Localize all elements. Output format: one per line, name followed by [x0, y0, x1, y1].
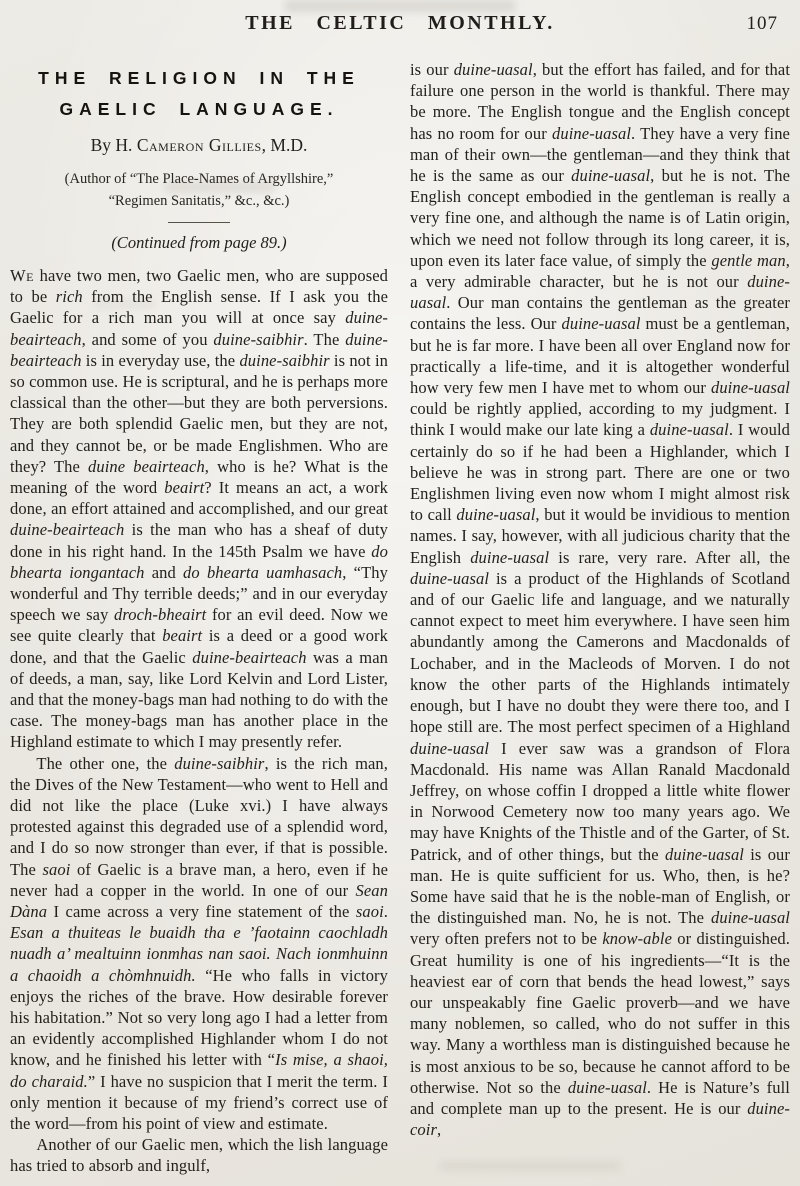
paragraph: The other one, the duine-saibhir, is the rich man, the Dives of the New Testament—who went to Hell and did not like the place (Luke xvi.) I have always protested against this degraded use of a splendid word, and I do so now stronger than ever, if that is possible. The saoi of Gaelic is a brave man, a hero, even if he never had a copper in the world. In one of our Sean Dàna I came across a very fine statement of the saoi. Esan a thuiteas le buaidh tha e ’faotainn caochladh nuadh a’ mealtuinn ionmhas nan saoi. Nach ionmhuinn a chaoidh a chòmhnuidh. “He who falls in victory enjoys the riches of the brave. How desirable forever his habitation.” Not so very long ago I had a letter from an evidently accomplished Highlander whom I do not know, and he finished his letter with “Is mise, a shaoi, do charaid.” I have no suspicion that I merit the term. I only mention it because of my friend’s correct use of the word—from his point of view and estimate. — [10, 753, 388, 1134]
article-columns — [8, 59, 792, 1177]
scan-smudge — [285, 0, 515, 12]
author-note — [10, 168, 388, 213]
page-number: 107 — [746, 13, 778, 34]
left-column-text — [10, 265, 388, 1177]
journal-title: THE CELTIC MONTHLY. — [245, 12, 555, 34]
article-title-line1: THE RELIGION IN THE — [38, 68, 360, 88]
continued-note: (Continued from page 89.) — [111, 232, 287, 252]
author-note-line2: “Regimen Sanitatis,” &c., &c.) — [108, 193, 290, 210]
author-note-line1: (Author of “The Place-Names of Argyllshire,” — [64, 171, 334, 187]
left-column — [10, 59, 388, 1177]
article-title — [10, 63, 388, 125]
section-divider — [168, 222, 230, 223]
paragraph: We have two men, two Gaelic men, who are supposed to be rich from the English sense. If I ask you the Gaelic for a rich man you will at once say duine-beairteach, and some of you duine-saibhir. The duine-beairteach is in everyday use, the duine-saibhir is not in so common use. He is scriptural, and he is perhaps more classical than the other—but they are both perversions. They are both splendid Gaelic men, but they are not, and they cannot be, or be made Englishmen. Who are they? The duine beairteach, who is he? What is the meaning of the word beairt? It means an act, a work done, an effort attained and accomplished, and our great duine-beairteach is the man who has a sheaf of duty done in his right hand. In the 145th Psalm we have do bhearta iongantach and do bhearta uamhasach, “Thy wonderful and Thy terrible deeds;” and in our everyday speech we say droch-bheairt for an evil deed. Now we see quite clearly that beairt is a deed or a good work done, and that the Gaelic duine-beairteach was a man of deeds, a man, say, like Lord Kelvin and Lord Lister, and that the money-bags man had nothing to do with the case. The money-bags man has another place in the Highland estimate to which I may presently refer. — [10, 265, 389, 752]
page-header — [8, 12, 792, 42]
right-column-text — [410, 59, 790, 1140]
byline: By H. Cameron Gillies, M.D. — [90, 135, 308, 155]
article-title-line2: GAELIC LANGUAGE. — [59, 99, 339, 119]
paragraph: Another of our Gaelic men, which the lish language has tried to absorb and ingulf, — [10, 1135, 388, 1176]
right-column — [410, 59, 790, 1177]
paragraph: is our duine-uasal, but the effort has failed, and for that failure one person in the world is thankful. There may be more. The English tongue and the English concept has no room for our duine-uasal. They have a very fine man of their own—the gentleman—and they think that he is the same as our duine-uasal, but he is not. The English concept embodied in the gentleman is really a very fine one, and although the name is of Latin origin, which we need not follow through its long career, it is, upon even its later face value, of simply the gentle man, a very admirable character, but he is not our duine-uasal. Our man contains the gentleman as the greater contains the less. Our duine-uasal must be a gentleman, but he is far more. I have been all over England now for practically a life-time, and it is altogether wonderful how very few men I have met to whom our duine-uasal could be rightly applied, according to my judgment. I think I would make our late king a duine-uasal. I would certainly do so if he had been a Highlander, which I believe he was in strong part. There are one or two Englishmen living even now whom I might almost risk to call duine-uasal, but it would be invidious to mention names. I say, however, with all judicious charity that the English duine-uasal is rare, very rare. After all, the duine-uasal is a product of the Highlands of Scotland and of our Gaelic life and language, and we naturally cannot expect to meet him everywhere. I have seen him abundantly among the Camerons and Macdonalds of Lochaber, and in the Macleods of Morven. I do not know the other parts of the Highlands intimately enough, but I have no doubt they were there too, and I hope still are. The most perfect specimen of a Highland duine-uasal I ever saw was a grandson of Flora Macdonald. His name was Allan Ranald Macdonald Jeffrey, on whose coffin I dropped a little white flower in Norwood Cemetery now too many years ago. We may have Knights of the Thistle and of the Garter, of St. Patrick, and of other things, but the duine-uasal is our man. He is quite sufficient for us. Who, then, is he? Some have said that he is the noble-man of English, or the distinguished man. No, he is not. The duine-uasal very often prefers not to be know-able or distinguished. Great humility is one of his ingredients—“It is the heaviest ear of corn that bends the head lowest,” says our unspeakably fine Gaelic proverb—and we have many noblemen, so called, who do not suffer in this way. Many a worthless man is distinguished because he is most anxious to be so, because he cannot afford to be otherwise. Not so the duine-uasal. He is Nature’s full and complete man up to the present. He is our duine-coir, — [410, 60, 791, 1140]
